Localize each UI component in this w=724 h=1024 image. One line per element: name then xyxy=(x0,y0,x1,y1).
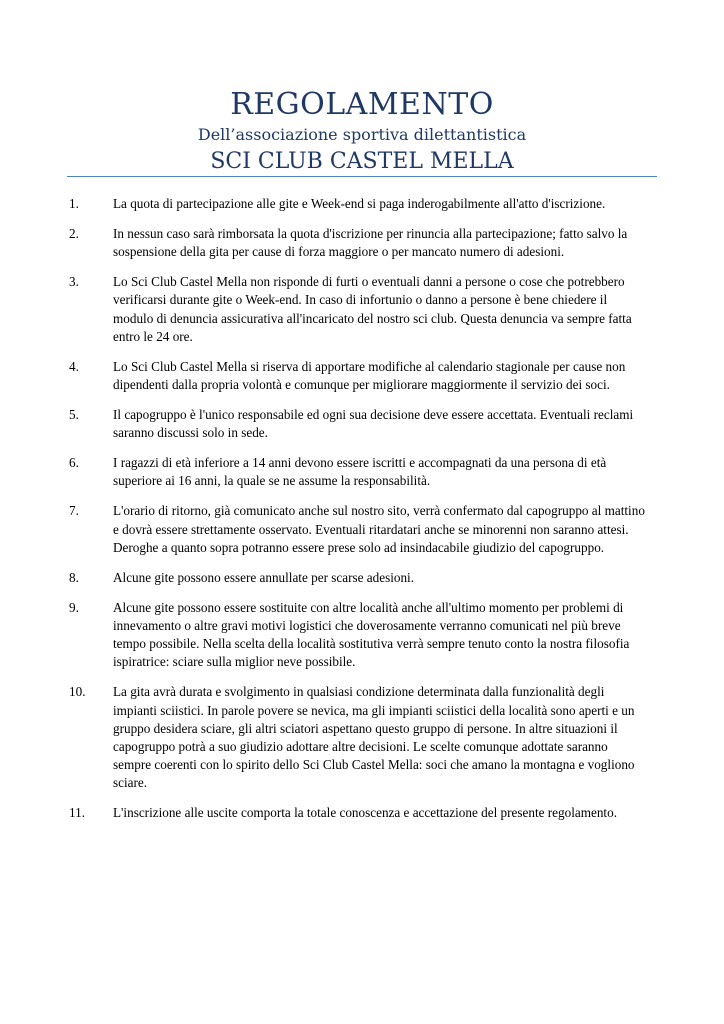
rule-text: La gita avrà durata e svolgimento in qualsiasi condizione determinata dalla funzionalità degli impianti sciistici. In parole povere se nevica, ma gli impianti sciistici della località sono aperti e un gruppo desidera sciare, gli altri sciatori aspettano questo gruppo di persone. In altre situazioni il capogruppo potrà a suo giudizio adottare altre decisioni. Le scelte comunque adottate saranno sempre coerenti con lo spirito dello Sci Club Castel Mella: soci che amano la montagna e vogliono sciare. xyxy=(113,684,635,791)
rule-text: La quota di partecipazione alle gite e Week-end si paga inderogabilmente all'atto d'iscrizione. xyxy=(113,196,606,211)
rule-item xyxy=(69,804,649,822)
rule-item xyxy=(69,569,649,587)
rule-item xyxy=(69,273,649,346)
rule-number: 6. xyxy=(69,455,79,471)
rule-text: In nessun caso sarà rimborsata la quota d'iscrizione per rinuncia alla partecipazione; fatto salvo la sospensione della gita per cause di forza maggiore o per mancato numero di adesioni. xyxy=(113,226,628,260)
rule-number: 10. xyxy=(69,684,86,700)
rule-text: I ragazzi di età inferiore a 14 anni devono essere iscritti e accompagnati da una persona di età superiore ai 16 anni, la quale se ne assume la responsabilità. xyxy=(113,455,607,489)
rule-number: 9. xyxy=(69,599,79,615)
rules-list xyxy=(69,195,649,834)
rule-item xyxy=(69,406,649,442)
rule-number: 1. xyxy=(69,196,79,211)
rule-item xyxy=(69,683,649,792)
rule-text: Alcune gite possono essere annullate per scarse adesioni. xyxy=(113,569,415,585)
rule-item xyxy=(69,502,649,557)
rule-number: 11. xyxy=(69,805,85,821)
document-header xyxy=(0,84,724,177)
rule-text: L'inscrizione alle uscite comporta la totale conoscenza e accettazione del presente regolamento. xyxy=(113,805,617,821)
rule-number: 2. xyxy=(69,226,79,241)
rule-item xyxy=(69,358,649,394)
rule-number: 8. xyxy=(69,569,79,585)
rule-number: 5. xyxy=(69,407,79,423)
rule-item xyxy=(69,225,649,261)
rule-item xyxy=(69,454,649,490)
rule-number: 3. xyxy=(69,274,79,290)
rule-text: Il capogruppo è l'unico responsabile ed ogni sua decisione deve essere accettata. Eventuali reclami saranno discussi solo in sede. xyxy=(113,407,634,441)
rule-item xyxy=(69,195,649,213)
header-divider xyxy=(67,176,657,177)
rule-text: Lo Sci Club Castel Mella non risponde di furti o eventuali danni a persone o cose che potrebbero verificarsi durante gite o Week-end. In caso di infortunio o danno a persone è bene chiedere il modulo di denuncia assicurativa all'incaricato del nostro sci club. Questa denuncia va sempre fatta entro le 24 ore. xyxy=(113,274,632,344)
page-title: REGOLAMENTO xyxy=(230,87,494,122)
rule-text: L'orario di ritorno, già comunicato anche sul nostro sito, verrà confermato dal capogruppo al mattino e dovrà essere strettamente osservato. Eventuali ritardatari anche se minorenni non saranno attesi. Deroghe a quanto sopra potranno essere prese solo ad insindacabile giudizio del capogruppo. xyxy=(113,503,645,555)
rule-number: 7. xyxy=(69,503,79,519)
page-subtitle: Dell’associazione sportiva dilettantistica xyxy=(197,125,527,144)
rule-text: Alcune gite possono essere sostituite con altre località anche all'ultimo momento per problemi di innevamento o altre gravi motivi logistici che doverosamente verranno comunicati nel più breve tempo possibile. Nella scelta della località sostitutiva verrà sempre tenuto conto la nostra filosofia ispiratrice: sciare sulla miglior neve possibile. xyxy=(113,599,630,670)
rule-number: 4. xyxy=(69,358,79,374)
rule-item xyxy=(69,599,649,672)
rule-text: Lo Sci Club Castel Mella si riserva di apportare modifiche al calendario stagionale per cause non dipendenti dalla propria volontà e comunque per migliorare maggiormente il servizio dei soci. xyxy=(113,358,626,393)
club-name: SCI CLUB CASTEL MELLA xyxy=(210,149,514,174)
